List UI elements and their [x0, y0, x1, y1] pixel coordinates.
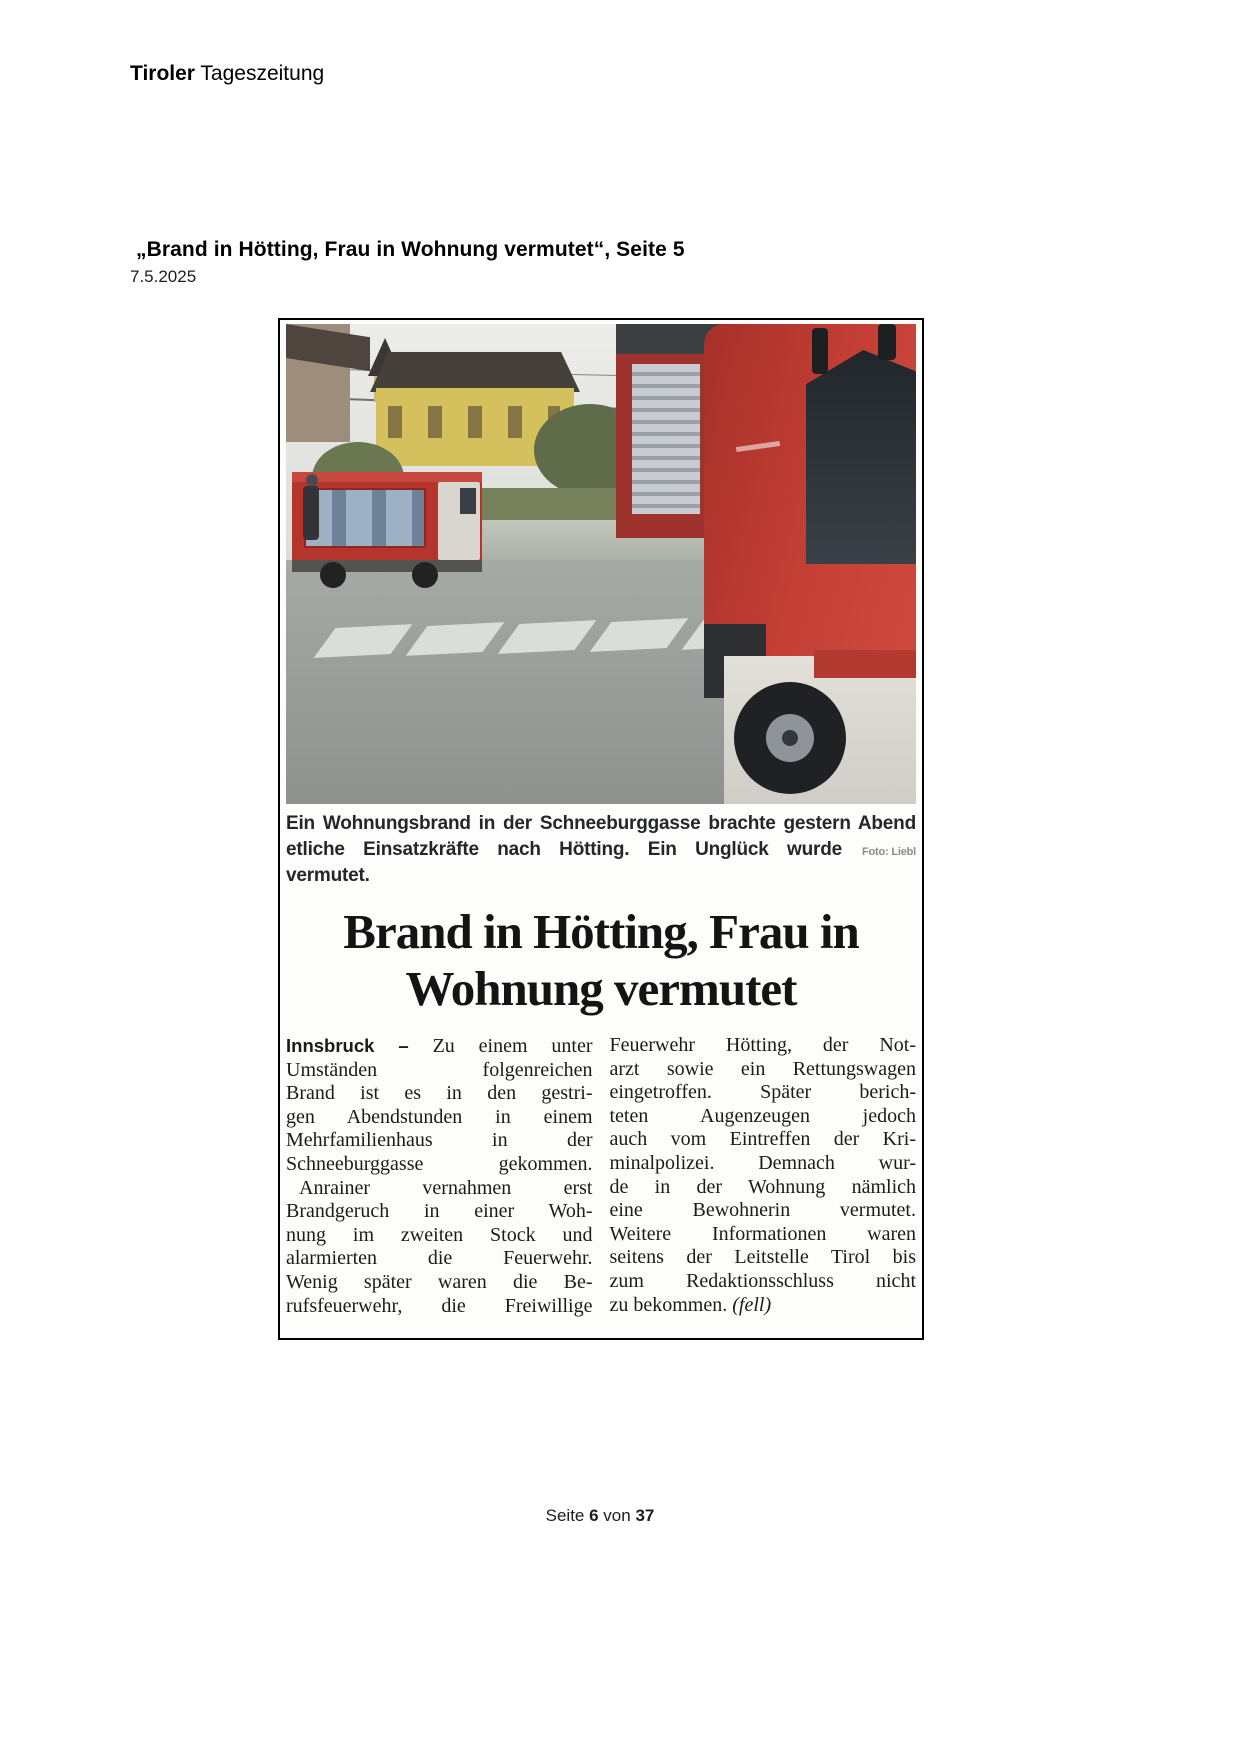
page-number-footer — [278, 1506, 922, 1526]
photo-caption-line2: etliche Einsatzkräfte nach Hötting. Ein Unglück wurde vermutet. — [286, 839, 842, 886]
article-body — [286, 1034, 916, 1318]
footer-current-page: 6 — [589, 1506, 599, 1525]
article-photo — [286, 324, 916, 804]
body-line: teten Augenzeugen jedoch — [609, 1104, 916, 1127]
entry-date: 7.5.2025 — [130, 267, 197, 286]
article-headline-line2: Wohnung vermutet — [405, 961, 797, 1016]
newspaper-clipping — [278, 318, 924, 1340]
article-closing-text: zu bekommen. — [609, 1293, 733, 1316]
entry-headline: „Brand in Hötting, Frau in Wohnung vermutet“, Seite 5 — [136, 238, 685, 261]
fire-truck-mirror — [812, 328, 828, 374]
photo-fire-truck-right — [616, 324, 916, 804]
article-headline-line1: Brand in Hötting, Frau in — [343, 904, 859, 959]
body-line: de in der Wohnung nämlich — [609, 1175, 916, 1198]
body-line: eingetroffen. Später berich- — [609, 1081, 916, 1104]
footer-prefix: Seite — [545, 1506, 590, 1525]
body-line — [286, 1034, 593, 1059]
fire-truck-wheel — [412, 562, 438, 588]
fire-truck-windshield — [806, 350, 916, 564]
article-headline — [286, 903, 916, 1017]
body-line: Feuerwehr Hötting, der Not- — [609, 1034, 916, 1056]
body-line: auch vom Eintreffen der Kri- — [609, 1128, 916, 1151]
article-byline: (fell) — [732, 1293, 772, 1316]
photo-credit: Foto: Liebl — [861, 846, 916, 858]
body-line — [610, 1294, 917, 1318]
article-column-left — [286, 1034, 593, 1318]
fire-truck-roof — [292, 472, 482, 482]
article-lead-location: Innsbruck – — [286, 1035, 409, 1056]
photo-fire-truck-left — [292, 472, 482, 584]
fire-truck-windshield — [460, 488, 476, 514]
fire-truck-mirror — [878, 324, 896, 360]
body-line: Brand ist es in den gestri- — [286, 1082, 593, 1105]
article-column-right — [610, 1034, 917, 1318]
body-line: alarmierten die Feuerwehr. — [286, 1247, 593, 1270]
photo-villa-roof — [370, 352, 580, 392]
photo-caption — [286, 811, 916, 889]
photo-caption-row2 — [286, 837, 916, 889]
body-line: gen Abendstunden in einem — [286, 1105, 593, 1128]
fire-truck-equipment-lockers — [304, 488, 426, 548]
body-line: seitens der Leitstelle Tirol bis — [609, 1246, 916, 1269]
body-line: eine Bewohnerin vermutet. — [609, 1199, 916, 1222]
footer-separator: von — [598, 1506, 636, 1525]
newspaper-masthead — [130, 62, 324, 86]
fire-truck-wheel-hub-center — [782, 730, 798, 746]
fire-truck-skirt — [814, 650, 916, 678]
masthead-brand-rest: Tageszeitung — [194, 62, 325, 85]
body-line: zum Redaktionsschluss nicht — [609, 1269, 916, 1292]
body-line: Weitere Informationen waren — [609, 1222, 916, 1245]
masthead-brand-bold: Tiroler — [130, 62, 195, 85]
body-line: Wenig später waren die Be- — [286, 1270, 593, 1293]
body-line: Schneeburggasse gekommen. — [286, 1152, 593, 1175]
article-lead-rest: Zu einem unter — [408, 1035, 593, 1057]
fire-truck-roller-shutter — [632, 364, 700, 514]
photo-firefighter — [303, 486, 319, 540]
fire-truck-wheel — [320, 562, 346, 588]
body-line: Umständen folgenreichen — [286, 1058, 593, 1081]
body-line: Anrainer vernahmen erst — [299, 1176, 593, 1199]
body-line: Brandgeruch in einer Woh- — [286, 1200, 593, 1223]
footer-total-pages: 37 — [635, 1506, 655, 1525]
body-line: arzt sowie ein Rettungswagen — [609, 1057, 916, 1080]
body-line: Mehrfamilienhaus in der — [286, 1129, 593, 1152]
photo-caption-line1: Ein Wohnungsbrand in der Schneeburggasse brachte gestern Abend — [286, 813, 916, 834]
photo-villa-windows — [388, 406, 560, 438]
body-line: minalpolizei. Demnach wur- — [609, 1151, 916, 1174]
photo-firefighter-head — [306, 474, 318, 486]
body-line: rufsfeuerwehr, die Freiwillige — [286, 1294, 593, 1317]
body-line: nung im zweiten Stock und — [286, 1223, 593, 1246]
